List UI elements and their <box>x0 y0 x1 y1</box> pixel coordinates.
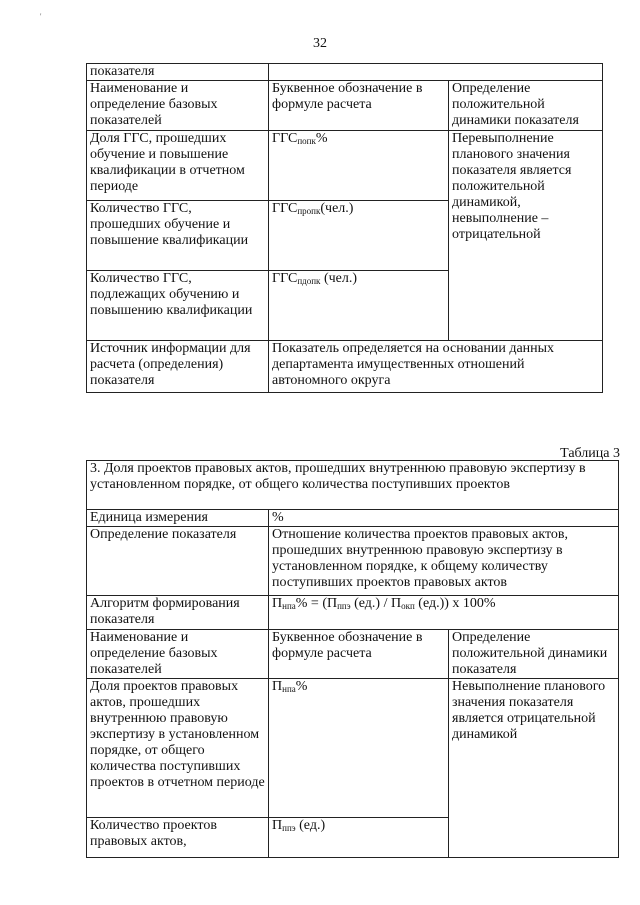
formula-part: П <box>272 596 283 611</box>
formula-sub: нпа <box>282 601 296 611</box>
table-row <box>87 131 603 201</box>
table-row <box>87 527 619 596</box>
header-base-indicators: Наименование и определение базовых показателей <box>87 81 269 131</box>
base-indicator-name: Доля ГГС, прошедших обучение и повышение квалификации в отчетном периоде <box>87 131 269 201</box>
formula-symbol <box>269 271 449 341</box>
symbol-sub: нпа <box>282 684 296 694</box>
symbol-suffix: % <box>315 131 328 146</box>
info-source-value: Показатель определяется на основании данных департамента имущественных отношений автономного округа <box>269 341 603 393</box>
symbol-suffix: (чел.) <box>320 201 354 216</box>
algorithm-label: Алгоритм формирования показателя <box>87 596 269 630</box>
unit-value: % <box>269 510 619 527</box>
formula-symbol <box>269 818 449 858</box>
symbol-base: ГГС <box>272 271 298 286</box>
symbol-sub: пропк <box>297 206 321 216</box>
header-letter-designation: Буквенное обозначение в формуле расчета <box>269 630 449 679</box>
definition-value: Отношение количества проектов правовых актов, прошедших внутреннюю правовую экспертизу в установленном порядке, к общему количеству поступивших проектов правовых актов <box>269 527 619 596</box>
formula-sub: окп <box>401 601 415 611</box>
base-indicator-name: Количество проектов правовых актов, <box>87 818 269 858</box>
dynamics-definition: Перевыполнение планового значения показателя является положительной динамикой, невыполнение – отрицательной <box>449 131 603 341</box>
header-letter-designation: Буквенное обозначение в формуле расчета <box>269 81 449 131</box>
table-3 <box>86 460 619 858</box>
header-positive-dynamics: Определение положительной динамики показателя <box>449 81 603 131</box>
dynamics-definition: Невыполнение планового значения показателя является отрицательной динамикой <box>449 679 619 858</box>
formula-part: % = (П <box>295 596 338 611</box>
symbol-sub: ппэ <box>282 823 296 833</box>
unit-label: Единица измерения <box>87 510 269 527</box>
formula-sub: ппэ <box>337 601 351 611</box>
cell-label: показателя <box>87 64 269 81</box>
symbol-suffix: (ед.) <box>295 818 326 833</box>
header-base-indicators: Наименование и определение базовых показателей <box>87 630 269 679</box>
formula-part: (ед.)) х 100% <box>414 596 496 611</box>
table-row <box>87 510 619 527</box>
base-indicator-name: Количество ГГС, прошедших обучение и повышение квалификации <box>87 201 269 271</box>
symbol-sub: попк <box>297 136 316 146</box>
table-indicator-2-continued <box>86 63 603 393</box>
table-title-row <box>87 461 619 510</box>
symbol-suffix: (чел.) <box>320 271 358 286</box>
table-header-row <box>87 81 603 131</box>
info-source-label: Источник информации для расчета (определения) показателя <box>87 341 269 393</box>
header-positive-dynamics: Определение положительной динамики показателя <box>449 630 619 679</box>
symbol-base: ГГС <box>272 201 298 216</box>
indicator-title: 3. Доля проектов правовых актов, прошедших внутреннюю правовую экспертизу в установленном порядке, от общего количества поступивших проектов <box>87 461 619 510</box>
table-row <box>87 341 603 393</box>
page-number: 32 <box>313 36 327 51</box>
symbol-suffix: % <box>295 679 308 694</box>
base-indicator-name: Количество ГГС, подлежащих обучению и повышению квалификации <box>87 271 269 341</box>
symbol-base: П <box>272 818 283 833</box>
formula-part: (ед.) / П <box>350 596 402 611</box>
table-row <box>87 64 603 81</box>
cell-value <box>269 64 603 81</box>
formula-symbol <box>269 131 449 201</box>
table-header-row <box>87 630 619 679</box>
algorithm-formula <box>269 596 619 630</box>
base-indicator-name: Доля проектов правовых актов, прошедших внутреннюю правовую экспертизу в установленном порядке, от общего количества поступивших проектов в отчетном периоде <box>87 679 269 818</box>
table-caption: Таблица 3 <box>560 446 620 461</box>
symbol-base: П <box>272 679 283 694</box>
table-row <box>87 596 619 630</box>
scan-mark: ' <box>40 12 42 21</box>
symbol-base: ГГС <box>272 131 298 146</box>
formula-symbol <box>269 201 449 271</box>
symbol-sub: пдопк <box>297 276 321 286</box>
table-row <box>87 679 619 818</box>
formula-symbol <box>269 679 449 818</box>
definition-label: Определение показателя <box>87 527 269 596</box>
